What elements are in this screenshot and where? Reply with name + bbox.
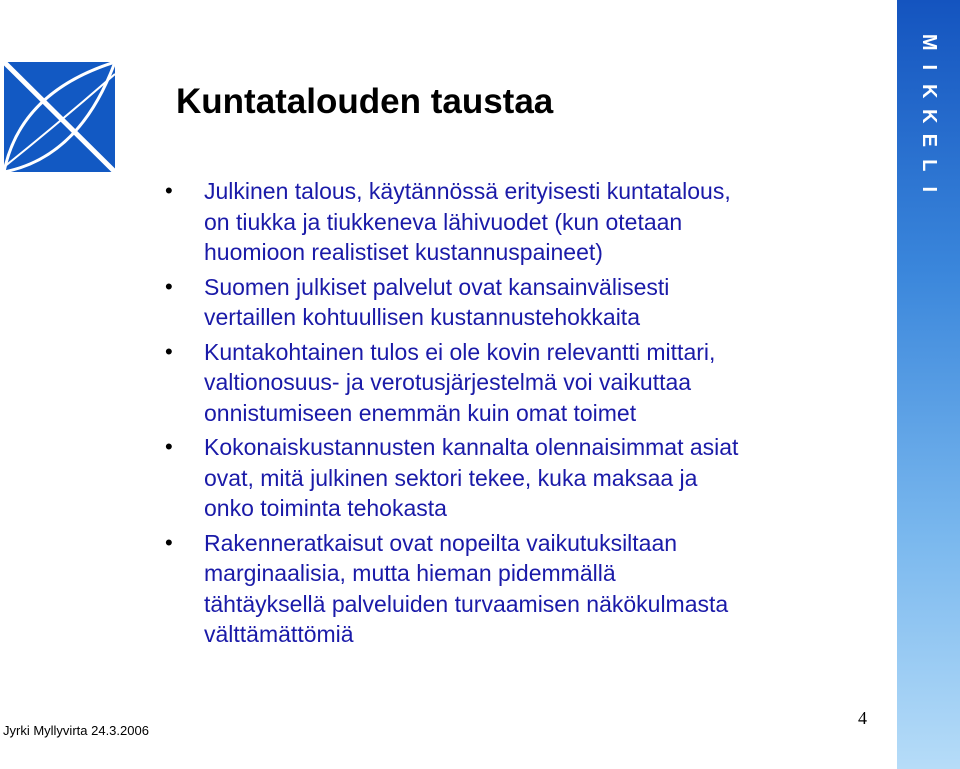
footer-author-date: Jyrki Myllyvirta 24.3.2006	[3, 723, 149, 738]
bullet-marker: •	[165, 178, 173, 203]
mikkeli-vertical-text	[897, 30, 960, 202]
bullet-marker: •	[165, 273, 173, 299]
side-letter: E	[917, 133, 940, 147]
bullet-item	[164, 337, 874, 429]
side-letter: L	[917, 158, 940, 171]
bullet-item	[164, 432, 874, 524]
bullet-line: Kokonaiskustannusten kannalta olennaisimmat asiat	[204, 434, 739, 460]
bullet-line: onko toiminta tehokasta	[204, 495, 447, 521]
bullet-line: valtionosuus- ja verotusjärjestelmä voi vaikuttaa	[204, 369, 692, 395]
bullet-marker: •	[165, 434, 173, 459]
bullet-line: Kuntakohtainen tulos ei ole kovin relevantti mittari,	[204, 338, 716, 365]
side-letter: I	[917, 63, 940, 70]
mikkeli-logo-icon	[0, 62, 115, 172]
bullet-line: on tiukka ja tiukkeneva lähivuodet (kun otetaan	[204, 208, 683, 235]
mikkeli-side-band	[897, 0, 960, 769]
bullet-marker: •	[165, 338, 173, 364]
bullet-line: tähtäyksellä palveluiden turvaamisen näkökulmasta	[204, 590, 729, 617]
bullet-line: Rakenneratkaisut ovat nopeilta vaikutuksiltaan	[204, 529, 678, 556]
bullet-line: onnistumiseen enemmän kuin omat toimet	[204, 399, 637, 426]
bullet-line: välttämättömiä	[204, 621, 354, 647]
page-number: 4	[858, 708, 867, 728]
bullet-item	[164, 272, 874, 333]
bullet-line: ovat, mitä julkinen sektori tekee, kuka maksaa ja	[204, 464, 698, 491]
bullet-list	[164, 176, 874, 654]
side-letter: K	[917, 108, 940, 123]
bullet-item	[164, 528, 874, 650]
slide-title: Kuntatalouden taustaa	[176, 82, 554, 121]
bullet-line: vertaillen kohtuullisen kustannustehokkaita	[204, 304, 640, 330]
bullet-item	[164, 176, 874, 268]
side-letter: K	[917, 84, 940, 99]
side-letter: M	[917, 33, 940, 51]
bullet-line: Julkinen talous, käytännössä erityisesti kuntatalous,	[204, 178, 731, 204]
bullet-marker: •	[165, 529, 173, 555]
bullet-line: huomioon realistiset kustannuspaineet)	[204, 239, 603, 265]
bullet-line: Suomen julkiset palvelut ovat kansainvälisesti	[204, 273, 670, 300]
side-letter: I	[917, 186, 940, 193]
bullet-line: marginaalisia, mutta hieman pidemmällä	[204, 560, 616, 586]
